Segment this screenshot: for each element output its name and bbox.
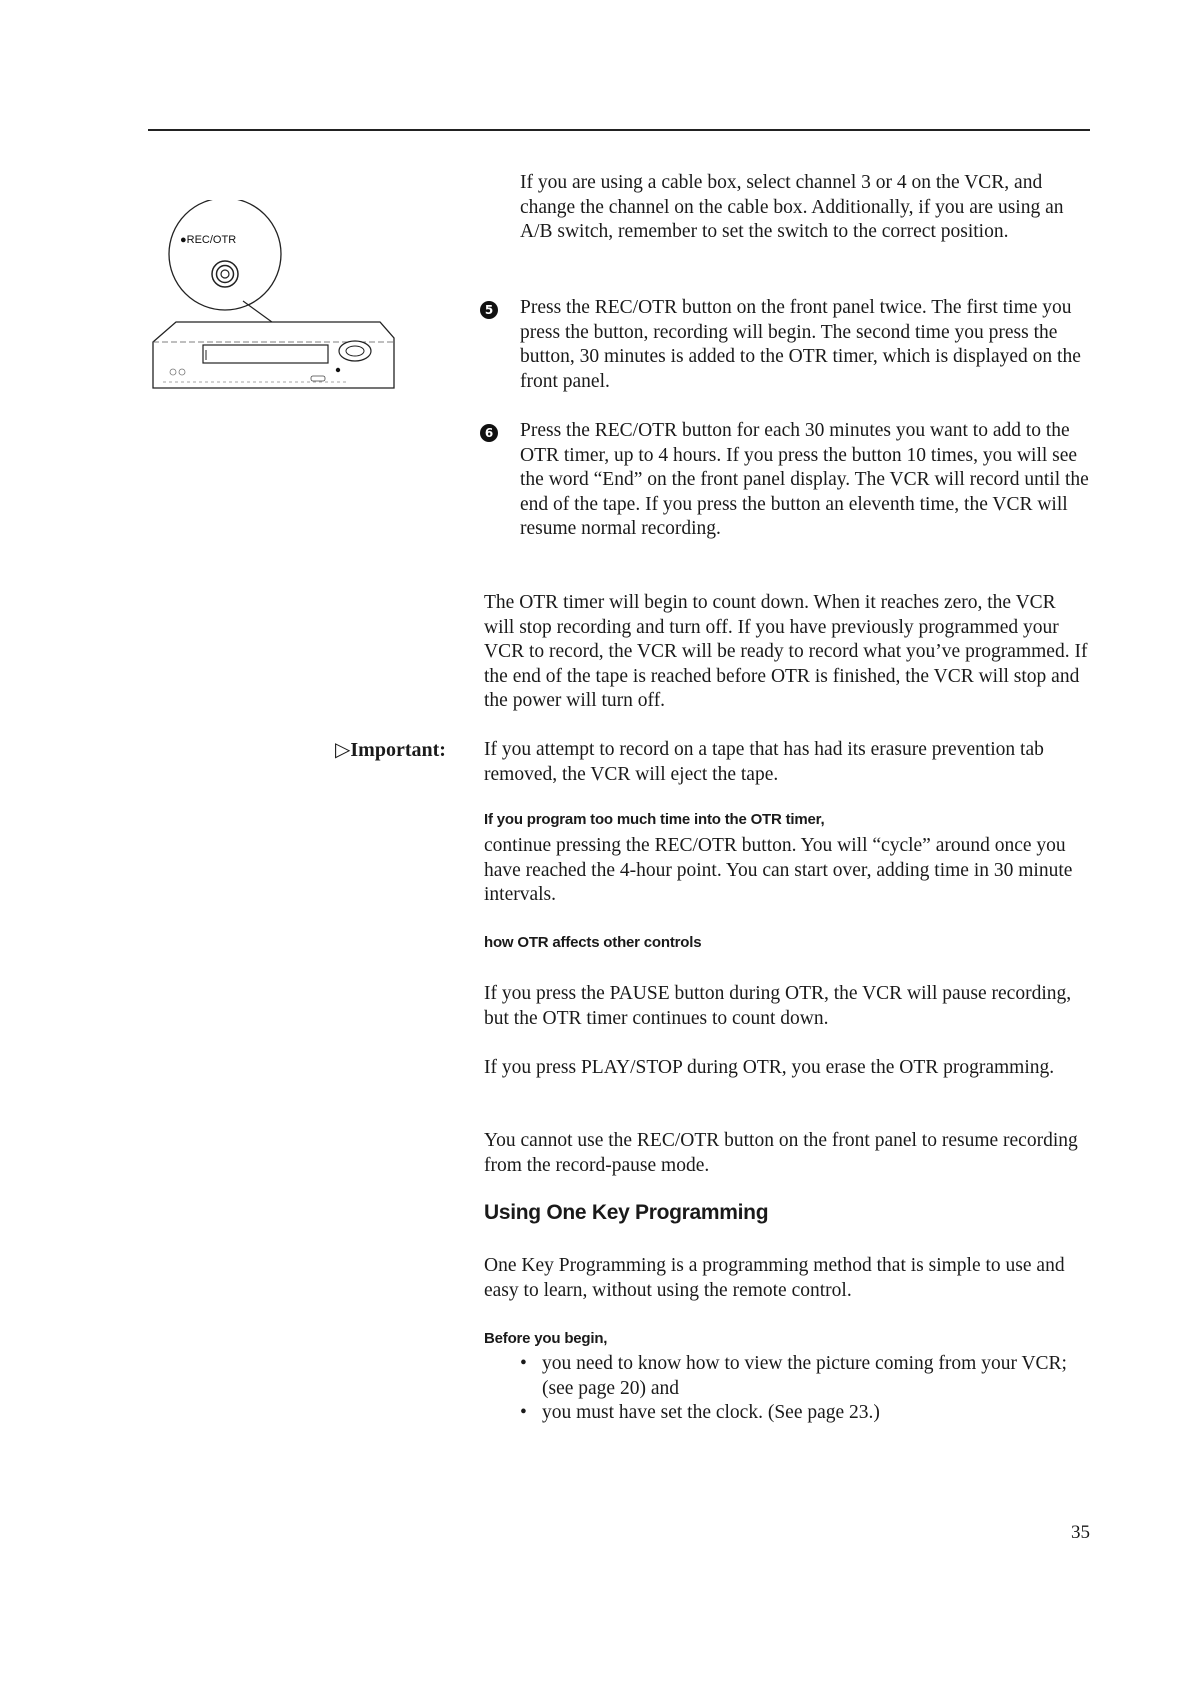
top-rule xyxy=(148,129,1090,131)
step-6-number: 6 xyxy=(480,424,498,442)
otr-affects-heading: how OTR affects other controls xyxy=(484,934,702,951)
rec-otr-resume-paragraph: You cannot use the REC/OTR button on the front panel to resume recording from the record-pause mode. xyxy=(484,1130,1078,1176)
cassette-slot xyxy=(203,345,328,363)
vcr-front-panel-illustration xyxy=(148,200,418,430)
step-5-text: Press the REC/OTR button on the front panel twice. The first time you press the button, recording will begin. The second time you press the button, 30 minutes is added to the OTR timer, which is displayed on the front panel. xyxy=(520,297,1081,392)
step-5-number: 5 xyxy=(480,301,498,319)
rec-otr-label: ●REC/OTR xyxy=(180,234,237,246)
too-much-time-text: continue pressing the REC/OTR button. You will “cycle” around once you have reached the 4-hour point. You can start over, adding time in 30 minute intervals. xyxy=(484,835,1073,905)
control-dial-icon xyxy=(339,341,371,361)
page-number: 35 xyxy=(1071,1522,1090,1543)
too-much-time-heading: If you program too much time into the OTR timer, xyxy=(484,811,825,828)
important-text: If you attempt to record on a tape that has had its erasure prevention tab removed, the VCR will eject the tape. xyxy=(484,739,1044,785)
cable-box-paragraph: If you are using a cable box, select channel 3 or 4 on the VCR, and change the channel on the cable box. Additionally, if you are using an A/B switch, remember to set the switch to the correct position. xyxy=(520,172,1064,242)
before-you-begin-heading: Before you begin, xyxy=(484,1330,608,1347)
rec-otr-button-dot xyxy=(336,368,340,372)
otr-countdown-paragraph: The OTR timer will begin to count down. When it reaches zero, the VCR will stop recording and turn off. If you have previously programmed your VCR to record, the VCR will be ready to record what you’ve programmed. If the end of the tape is reached before OTR is finished, the VCR will stop and the power will turn off. xyxy=(484,592,1088,711)
list-item: • you must have set the clock. (See page 23.) xyxy=(518,1401,1098,1426)
important-label: ▷Important: xyxy=(335,739,446,761)
vcr-body xyxy=(153,322,394,388)
step-6-text: Press the REC/OTR button for each 30 minutes you want to add to the OTR timer, up to 4 hours. If you press the button 10 times, you will see the word “End” on the front panel display. The VCR will record until the end of the tape. If you press the button an eleventh time, the VCR will resume normal recording. xyxy=(520,420,1089,539)
zoom-circle xyxy=(169,200,281,310)
list-item: • you need to know how to view the picture coming from your VCR; (see page 20) and xyxy=(518,1352,1098,1401)
prerequisites-list xyxy=(518,1352,1098,1426)
one-key-description: One Key Programming is a programming method that is simple to use and easy to learn, without using the remote control. xyxy=(484,1255,1065,1301)
pause-paragraph: If you press the PAUSE button during OTR, the VCR will pause recording, but the OTR timer continues to count down. xyxy=(484,983,1072,1029)
one-key-programming-heading: Using One Key Programming xyxy=(484,1201,769,1224)
play-stop-paragraph: If you press PLAY/STOP during OTR, you erase the OTR programming. xyxy=(484,1057,1055,1078)
